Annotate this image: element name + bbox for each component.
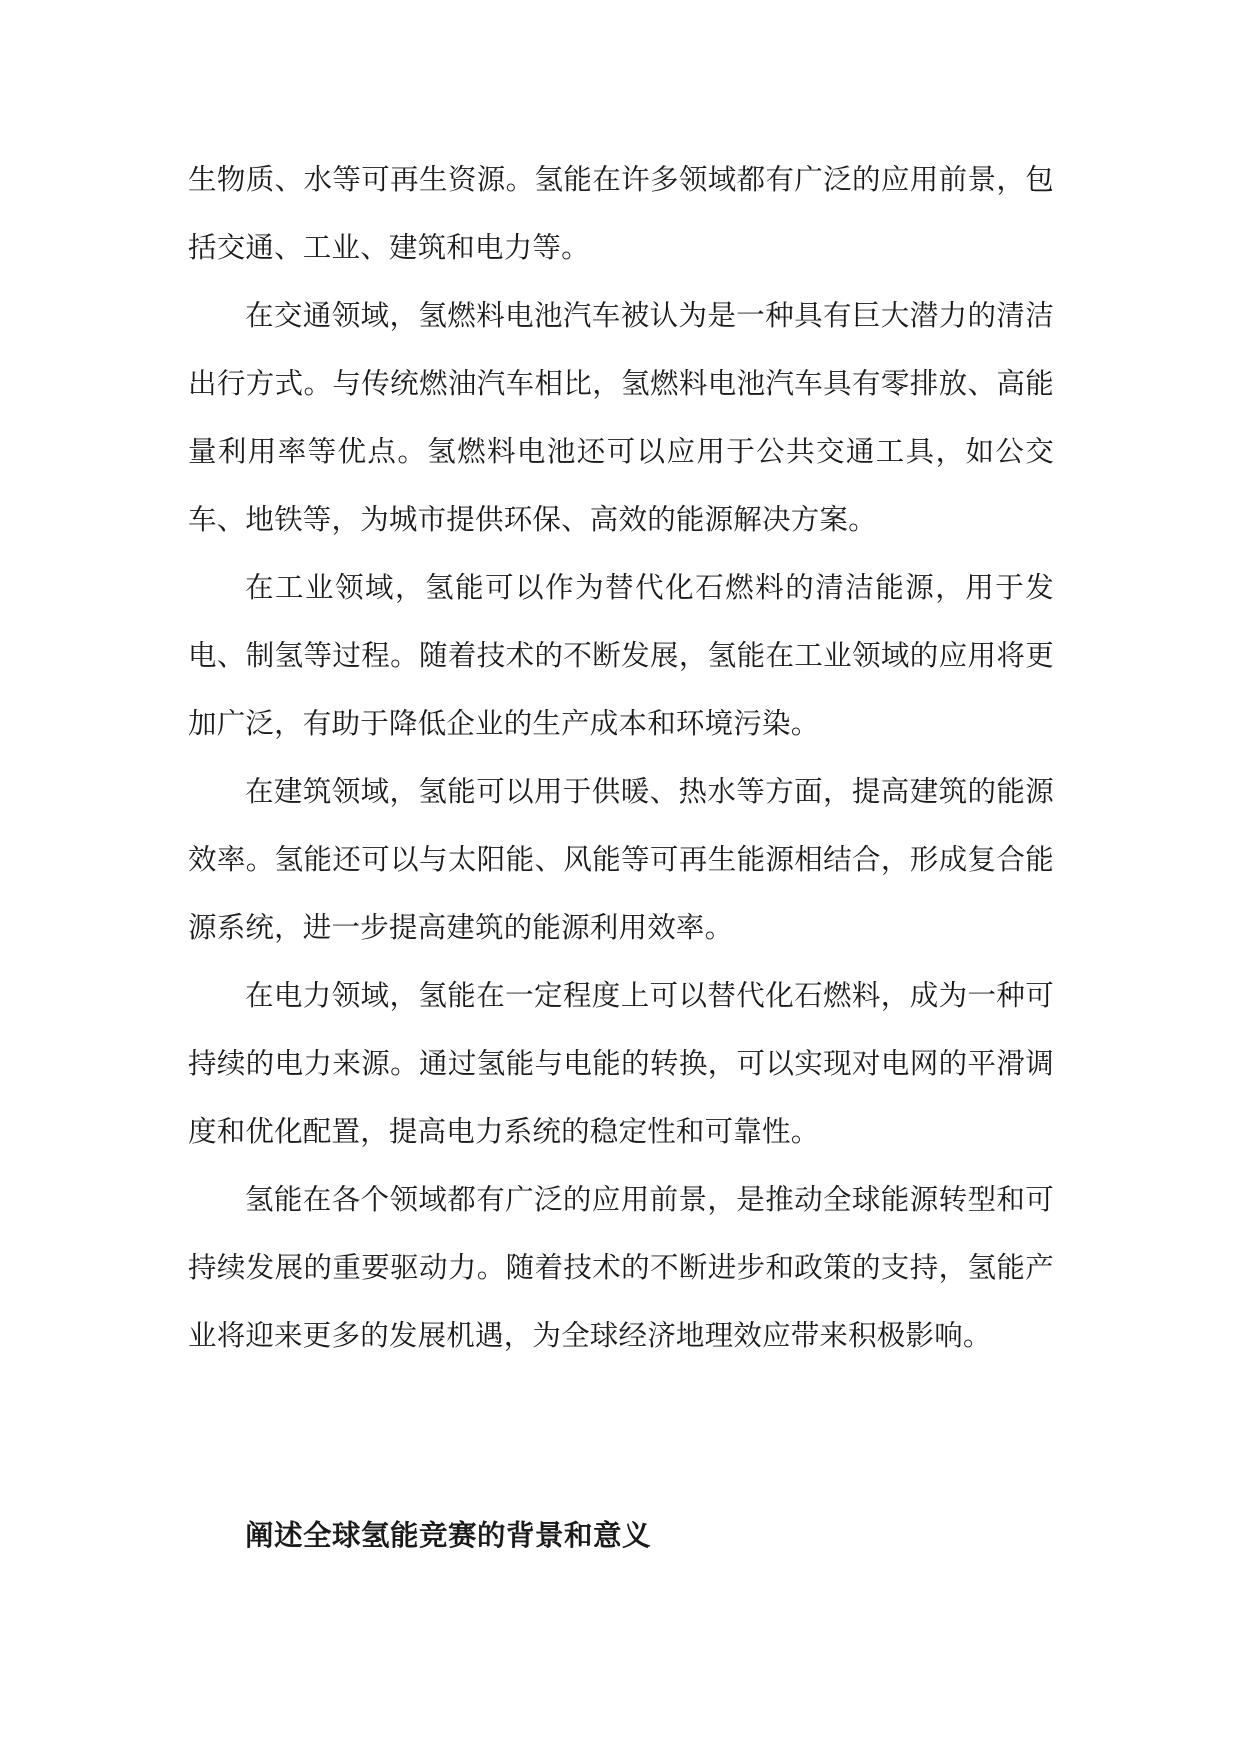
paragraph-transport: 在交通领域，氢燃料电池汽车被认为是一种具有巨大潜力的清洁出行方式。与传统燃油汽车相比，氢燃料电池汽车具有零排放、高能量利用率等优点。氢燃料电池还可以应用于公共交通工具，如公交车、地铁等，为城市提供环保、高效的能源解决方案。 bbox=[188, 299, 1054, 536]
paragraph-power: 在电力领域，氢能在一定程度上可以替代化石燃料，成为一种可持续的电力来源。通过氢能与电能的转换，可以实现对电网的平滑调度和优化配置，提高电力系统的稳定性和可靠性。 bbox=[188, 979, 1054, 1148]
body-text bbox=[188, 146, 1054, 1370]
paragraph-building: 在建筑领域，氢能可以用于供暖、热水等方面，提高建筑的能源效率。氢能还可以与太阳能、风能等可再生能源相结合，形成复合能源系统，进一步提高建筑的能源利用效率。 bbox=[188, 775, 1054, 944]
section-heading: 阐述全球氢能竞赛的背景和意义 bbox=[245, 1518, 652, 1552]
paragraph-summary: 氢能在各个领域都有广泛的应用前景，是推动全球能源转型和可持续发展的重要驱动力。随着技术的不断进步和政策的支持，氢能产业将迎来更多的发展机遇，为全球经济地理效应带来积极影响。 bbox=[188, 1183, 1054, 1352]
paragraph-industry: 在工业领域，氢能可以作为替代化石燃料的清洁能源，用于发电、制氢等过程。随着技术的不断发展，氢能在工业领域的应用将更加广泛，有助于降低企业的生产成本和环境污染。 bbox=[188, 571, 1054, 740]
paragraph-continuation: 生物质、水等可再生资源。氢能在许多领域都有广泛的应用前景，包括交通、工业、建筑和电力等。 bbox=[188, 163, 1054, 264]
